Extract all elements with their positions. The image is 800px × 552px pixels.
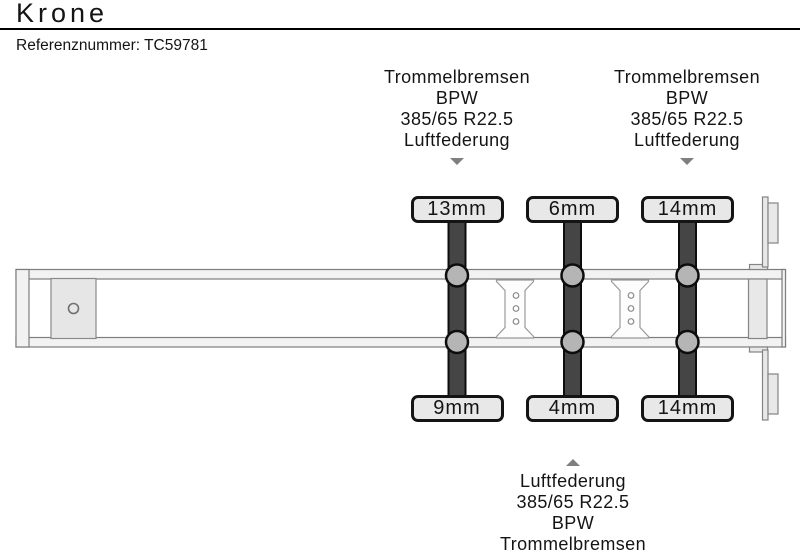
tread-depth-badge: 4mm <box>526 395 619 422</box>
axle-2 <box>562 221 584 397</box>
cross-brace <box>612 280 649 338</box>
chassis-rear-edge <box>782 270 786 348</box>
wheel-hub <box>562 331 584 353</box>
tread-depth-badge: 14mm <box>641 196 734 223</box>
rear-crossmember <box>749 279 768 339</box>
info-line: Luftfederung <box>634 130 740 150</box>
axle2-info-block <box>500 471 646 552</box>
wheel-hub <box>677 331 699 353</box>
tread-depth-badge: 14mm <box>641 395 734 422</box>
wheel-hub <box>562 265 584 287</box>
pointer-up-icon <box>566 459 580 466</box>
tread-depth-badge: 9mm <box>411 395 504 422</box>
axle-bar <box>564 221 581 397</box>
cross-brace <box>497 280 534 338</box>
info-line: Trommelbremsen <box>500 534 646 552</box>
axle-3 <box>677 221 699 397</box>
chassis-top-rail <box>16 270 786 280</box>
wheel-hub <box>446 331 468 353</box>
page-title: Krone <box>16 0 109 28</box>
info-line: BPW <box>665 88 709 108</box>
info-line: Trommelbremsen <box>384 67 530 87</box>
info-line: 385/65 R22.5 <box>400 109 514 129</box>
rear-fittings <box>749 197 779 420</box>
axle-bar <box>449 221 466 397</box>
info-line: 385/65 R22.5 <box>630 109 744 129</box>
info-line: BPW <box>551 513 595 533</box>
info-line: Luftfederung <box>520 471 626 491</box>
info-line: 385/65 R22.5 <box>516 492 630 512</box>
axle-bar <box>679 221 696 397</box>
chassis-front-wall <box>16 270 29 348</box>
info-line: BPW <box>435 88 479 108</box>
wheel-hub <box>677 265 699 287</box>
info-line: Luftfederung <box>404 130 510 150</box>
kingpin-plate <box>51 279 96 339</box>
reference-number: Referenznummer: TC59781 <box>16 37 208 54</box>
tread-depth-badge: 13mm <box>411 196 504 223</box>
chassis-bottom-rail <box>16 338 786 348</box>
info-line: Trommelbremsen <box>614 67 760 87</box>
tread-depth-badge: 6mm <box>526 196 619 223</box>
axle-1 <box>446 221 468 397</box>
wheel-hub <box>446 265 468 287</box>
